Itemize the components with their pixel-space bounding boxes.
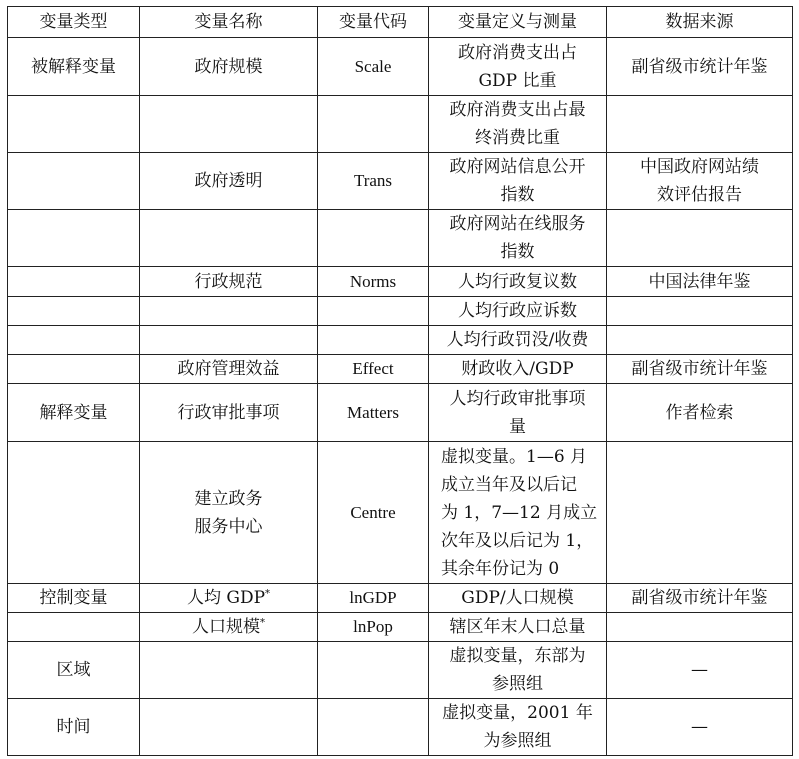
cell-source [607, 210, 793, 267]
cell-definition: 人均行政审批事项 量 [429, 384, 607, 442]
cell-code [318, 699, 429, 756]
cell-type: 解释变量 [8, 384, 140, 442]
cell-definition: 政府消费支出占最 终消费比重 [429, 96, 607, 153]
table-row [8, 699, 793, 756]
header-name: 变量名称 [140, 7, 318, 38]
cell-definition: 政府网站在线服务 指数 [429, 210, 607, 267]
cell-definition: 财政收入/GDP [429, 355, 607, 384]
footnote-mark: * [260, 617, 265, 629]
footnote-mark: * [265, 588, 271, 600]
cell-type: 控制变量 [8, 584, 140, 613]
cell-type: 被解释变量 [8, 38, 140, 96]
cell-name: 行政规范 [140, 267, 318, 297]
cell-source [607, 326, 793, 355]
cell-type [8, 355, 140, 384]
cell-code: lnGDP [318, 584, 429, 613]
cell-definition: 人均行政复议数 [429, 267, 607, 297]
cell-source: 副省级市统计年鉴 [607, 584, 793, 613]
cell-code: Matters [318, 384, 429, 442]
cell-source: 中国政府网站绩 效评估报告 [607, 153, 793, 210]
cell-name [140, 613, 318, 642]
cell-type: 区域 [8, 642, 140, 699]
cell-definition: 政府网站信息公开 指数 [429, 153, 607, 210]
cell-source [607, 613, 793, 642]
cell-type [8, 96, 140, 153]
cell-name: 政府透明 [140, 153, 318, 210]
cell-code [318, 297, 429, 326]
cell-code: Centre [318, 442, 429, 584]
cell-name [140, 326, 318, 355]
cell-definition: 虚拟变量，东部为 参照组 [429, 642, 607, 699]
cell-name [140, 297, 318, 326]
header-definition: 变量定义与测量 [429, 7, 607, 38]
cell-code [318, 210, 429, 267]
cell-name [140, 96, 318, 153]
cell-code: Scale [318, 38, 429, 96]
cell-name [140, 642, 318, 699]
cell-source: 中国法律年鉴 [607, 267, 793, 297]
cell-name: 建立政务 服务中心 [140, 442, 318, 584]
cell-name [140, 584, 318, 613]
cell-name [140, 210, 318, 267]
cell-type [8, 267, 140, 297]
cell-name [140, 699, 318, 756]
table-row [8, 153, 793, 210]
table-row [8, 642, 793, 699]
header-code: 变量代码 [318, 7, 429, 38]
cell-source: 作者检索 [607, 384, 793, 442]
cell-definition: GDP/人口规模 [429, 584, 607, 613]
cell-name: 政府规模 [140, 38, 318, 96]
cell-type [8, 326, 140, 355]
cell-source [607, 442, 793, 584]
table-row [8, 210, 793, 267]
cell-code: Norms [318, 267, 429, 297]
cell-code: lnPop [318, 613, 429, 642]
cell-definition: 辖区年末人口总量 [429, 613, 607, 642]
table-header-row [8, 7, 793, 38]
cell-type [8, 442, 140, 584]
cell-name-text: 人口规模 [192, 617, 260, 637]
cell-source: 副省级市统计年鉴 [607, 38, 793, 96]
table-row [8, 613, 793, 642]
cell-type [8, 297, 140, 326]
cell-code [318, 326, 429, 355]
table-row [8, 384, 793, 442]
cell-source [607, 297, 793, 326]
cell-code [318, 96, 429, 153]
cell-name-text: 人均 GDP [186, 588, 266, 608]
table-row [8, 38, 793, 96]
cell-type: 时间 [8, 699, 140, 756]
table-row [8, 584, 793, 613]
cell-type [8, 210, 140, 267]
cell-source: — [607, 699, 793, 756]
cell-name: 行政审批事项 [140, 384, 318, 442]
cell-definition: 人均行政应诉数 [429, 297, 607, 326]
cell-name: 政府管理效益 [140, 355, 318, 384]
cell-definition: 虚拟变量。1—6 月 成立当年及以后记 为 1，7—12 月成立 次年及以后记为 1， 其余年份记为 0 [429, 442, 607, 584]
header-type: 变量类型 [8, 7, 140, 38]
cell-definition: 虚拟变量，2001 年 为参照组 [429, 699, 607, 756]
table-row [8, 96, 793, 153]
cell-type [8, 153, 140, 210]
table-row [8, 355, 793, 384]
cell-code [318, 642, 429, 699]
variable-table [7, 6, 793, 756]
table-row [8, 267, 793, 297]
cell-definition: 政府消费支出占 GDP 比重 [429, 38, 607, 96]
table-row [8, 326, 793, 355]
cell-source: 副省级市统计年鉴 [607, 355, 793, 384]
cell-code: Effect [318, 355, 429, 384]
header-source: 数据来源 [607, 7, 793, 38]
table-row [8, 442, 793, 584]
cell-definition: 人均行政罚没/收费 [429, 326, 607, 355]
cell-source: — [607, 642, 793, 699]
cell-source [607, 96, 793, 153]
cell-type [8, 613, 140, 642]
cell-code: Trans [318, 153, 429, 210]
table-row [8, 297, 793, 326]
